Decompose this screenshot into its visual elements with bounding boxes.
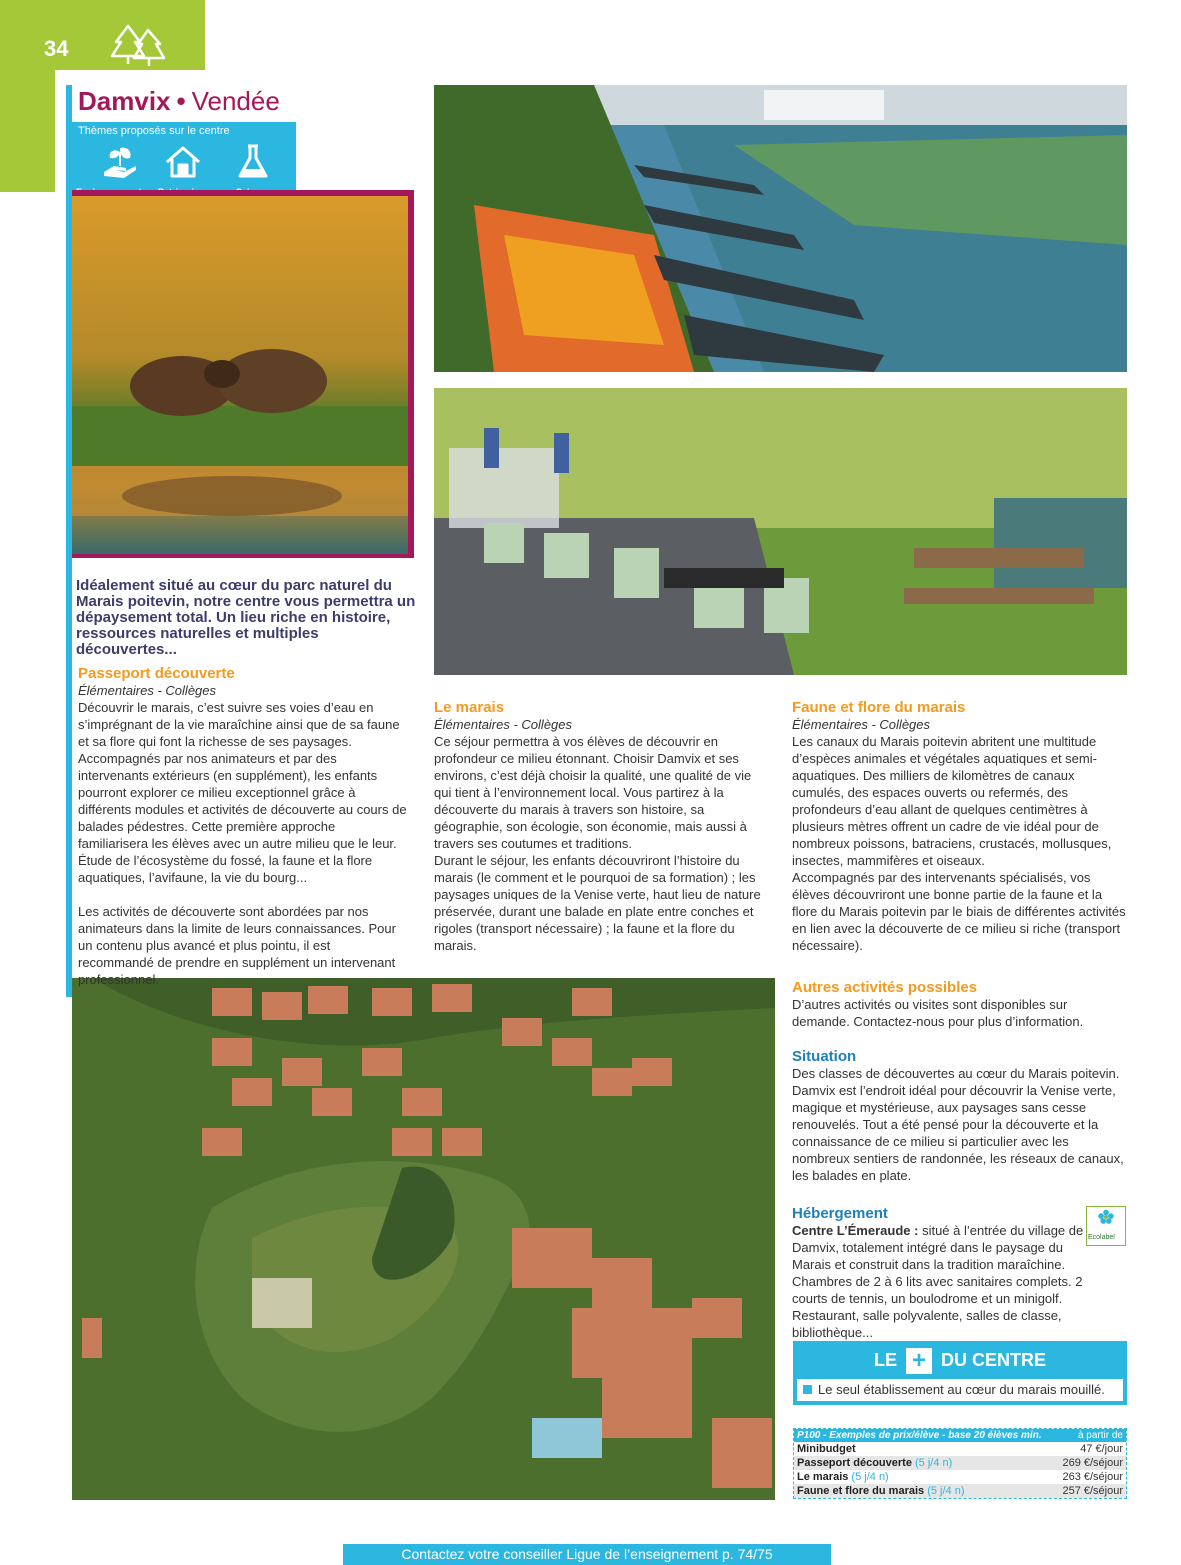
price-row-value: 263 €/séjour [1062, 1471, 1123, 1483]
price-row-duration: (5 j/4 n) [911, 1457, 953, 1469]
plus-icon: + [906, 1348, 932, 1374]
autres-text: D’autres activités ou visites sont disponibles sur demande. Contactez-nous pour plus d’information. [792, 997, 1084, 1029]
price-header-text: - Exemples de prix/élève - base 20 élèves min. [820, 1430, 1042, 1441]
intro-text: Idéalement situé au cœur du parc naturel du Marais poitevin, notre centre vous permettra un dépaysement total. Un lieu riche en histoire, ressources naturelles et multiples découvertes... [76, 577, 416, 658]
price-table [793, 1428, 1127, 1499]
passeport-text-2: Étude de l’écosystème du fossé, la faune et la flore aquatiques, l’avifaune, la vie du bourg... [78, 853, 373, 885]
passeport-text-1: Découvrir le marais, c’est suivre ses voies d’eau en s’imprégnant de la vie maraîchine ainsi que de sa faune et sa flore qui font la richesse de ses paysages. Accompagnés par nos animateurs et par des intervenants extérieurs (en supplément), les enfants pourront explorer ce milieu exceptionnel grâce à différents modules et activités de découverte au cours de balades pédestres. Cette première approche familiarisera les élèves avec un autre milieu que le leur. [78, 700, 407, 851]
plus-post: DU CENTRE [941, 1349, 1047, 1370]
section-faune [792, 699, 1128, 954]
section-situation [792, 1048, 1128, 1184]
house-icon [163, 142, 203, 182]
price-row-duration: (5 j/4 n) [924, 1485, 965, 1497]
price-row-name: Faune et flore du marais [797, 1485, 925, 1497]
price-row-name: Le marais [797, 1471, 849, 1483]
plus-du-centre-item [797, 1379, 1123, 1401]
themes-label: Thèmes proposés sur le centre [78, 125, 230, 137]
autres-title: Autres activités possibles [792, 979, 978, 996]
hebergement-text [792, 1222, 1084, 1341]
title-town: Damvix [78, 86, 171, 116]
faune-levels: Élémentaires - Collèges [792, 717, 931, 732]
passeport-text-3: Les activités de découverte sont abordées par nos animateurs dans la limite de leurs connaissances. Pour un contenu plus avancé et plus pointu, il est recommandé de prendre en supplément un intervenant professionnel. [78, 904, 396, 987]
passeport-title: Passeport découverte [78, 665, 235, 682]
section-passeport [78, 665, 408, 988]
section-autres [792, 979, 1128, 1030]
faune-text-2: Accompagnés par des intervenants spécialisés, vos élèves découvriront une bonne partie de la faune et la flore du Marais poitevin par le biais de différentes activités en lien avec la découverte de ce milieu si riche (transport nécessaire). [792, 870, 1126, 953]
price-row [794, 1456, 1126, 1470]
faune-title: Faune et flore du marais [792, 699, 966, 716]
faune-text-1: Les canaux du Marais poitevin abritent une multitude d’espèces animales et végétales aquatiques et semi-aquatiques. Des milliers de kilomètres de canaux cumulés, des espaces ouverts ou refermés, des profondeurs d’eau allant de quelques centimètres à plusieurs mètres offrent un cadre de vie idéal pour de nombreux poissons, batraciens, crustacés, mollusques, insectes, mammifères et oiseaux. [792, 734, 1112, 868]
price-row-value: 269 €/séjour [1062, 1457, 1123, 1469]
passeport-levels: Élémentaires - Collèges [78, 683, 217, 698]
hebergement-title: Hébergement [792, 1205, 888, 1222]
marais-text-1: Ce séjour permettra à vos élèves de découvrir en profondeur ce milieu étonnant. Choisir Damvix et ses environs, c’est déjà choisir la qualité, une qualité de vie qui tient à l’environnement local. Vous partirez à la découverte du marais à travers son histoire, sa géographie, son écologie, son économie, mais aussi à travers ses coutumes et traditions. [434, 734, 752, 851]
price-from: à partir de [1077, 1430, 1123, 1441]
ecolabel-text: Ecolabel [1088, 1234, 1115, 1241]
marais-levels: Élémentaires - Collèges [434, 717, 573, 732]
marais-text-2: Durant le séjour, les enfants découvriront l’histoire du marais (le comment et le pourquoi de sa formation) ; les paysages uniques de la Venise verte, haut lieu de nature préservée, durant une balade en plate entre conches et rigoles (transport nécessaire) ; la faune et la flore du marais. [434, 853, 761, 953]
square-bullet-icon [803, 1385, 812, 1394]
price-row-name: Minibudget [797, 1443, 856, 1455]
price-row [794, 1484, 1126, 1498]
trees-icon [110, 22, 166, 68]
plant-hand-icon [100, 142, 140, 182]
section-marais [434, 699, 770, 954]
situation-title: Situation [792, 1048, 857, 1065]
hebergement-name: Centre L’Émeraude : [792, 1223, 919, 1238]
aerial-photo [72, 978, 775, 1500]
plus-du-centre-title [793, 1348, 1127, 1374]
price-row-name: Passeport découverte [797, 1457, 912, 1469]
title-region: Vendée [191, 86, 280, 116]
price-row [794, 1470, 1126, 1484]
price-table-header [794, 1429, 1126, 1442]
price-row [794, 1442, 1126, 1456]
page-number: 34 [44, 36, 69, 61]
flask-icon [233, 142, 273, 182]
flower-icon [1087, 1207, 1125, 1235]
price-row-value: 257 €/séjour [1062, 1485, 1123, 1497]
canal-photo [434, 85, 1127, 372]
page-side-tab [0, 0, 55, 192]
price-row-value: 47 €/jour [1080, 1443, 1123, 1455]
footer-contact[interactable]: Contactez votre conseiller Ligue de l’enseignement p. 74/75 [343, 1544, 831, 1565]
plus-pre: LE [873, 1349, 897, 1370]
title-separator: • [176, 86, 186, 116]
price-code: P100 [797, 1430, 821, 1441]
terrace-photo [434, 388, 1127, 675]
page-title [78, 86, 280, 117]
situation-text: Des classes de découvertes au cœur du Marais poitevin. Damvix est l’endroit idéal pour découvrir la Venise verte, magique et mystérieuse, aux paysages sans cesse renouvelés. Tout a été pensé pour la découverte et la connaissance de ce milieu si particulier avec les nombreux sentiers de randonnée, les réseaux de canaux, les balades en plate. [792, 1066, 1124, 1183]
nutria-photo [72, 196, 408, 554]
marais-title: Le marais [434, 699, 505, 716]
price-row-duration: (5 j/4 n) [848, 1471, 889, 1483]
hebergement-description: situé à l’entrée du village de Damvix, totalement intégré dans le paysage du Marais et construit dans la tradition maraîchine. Chambres de 2 à 6 lits avec sanitaires complets. 2 courts de tennis, un boulodrome et un minigolf. Restaurant, salle polyvalente, salles de classe, bibliothèque... [792, 1223, 1084, 1340]
plus-item-text: Le seul établissement au cœur du marais mouillé. [818, 1382, 1105, 1397]
section-hebergement [792, 1205, 1084, 1341]
